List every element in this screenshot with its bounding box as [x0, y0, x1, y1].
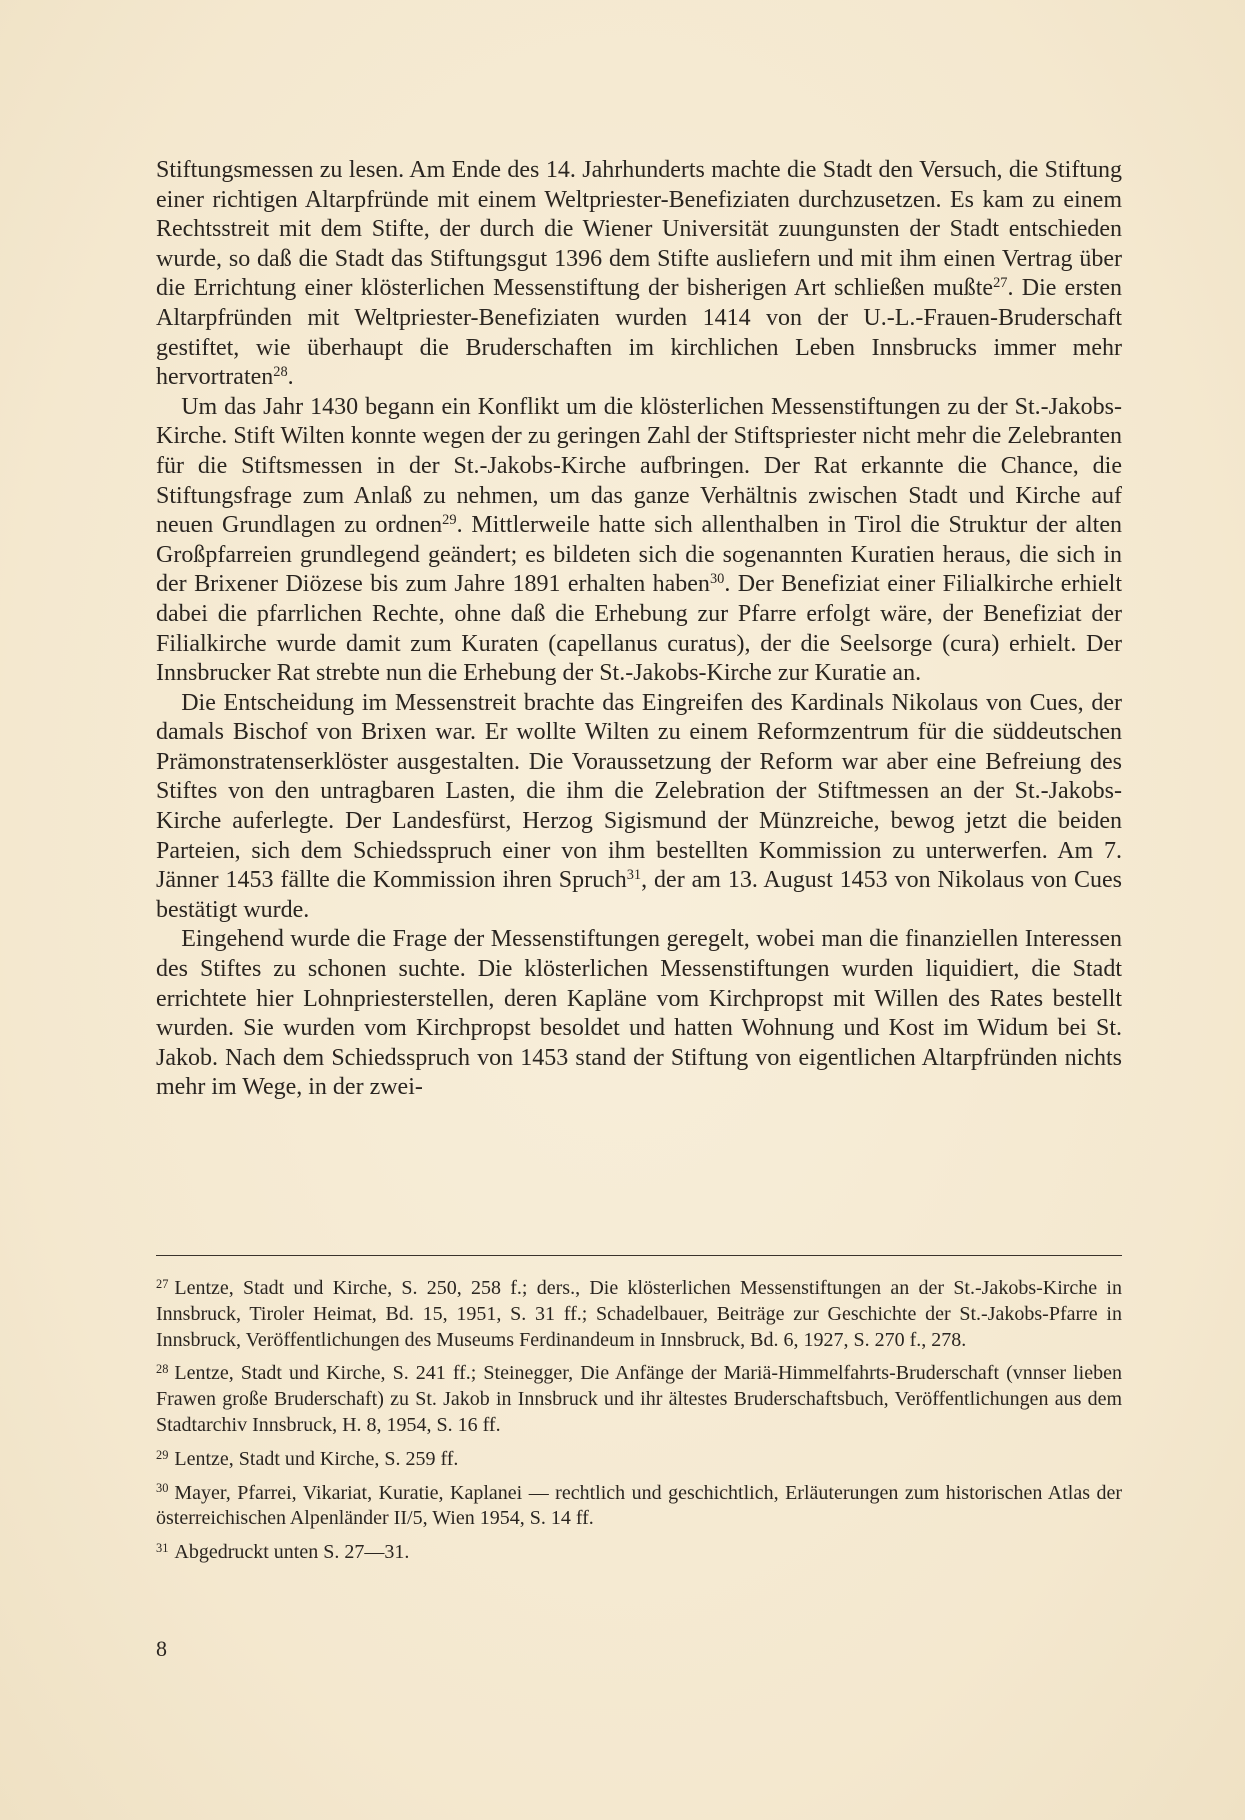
paragraph [156, 393, 1122, 689]
paragraph-text: . Mittlerweile hatte sich allenthalben in Tirol die Struktur der alten Großpfarreien grundlegend geändert; es bildeten sich die sogenannten Kuratien heraus, die sich in der Brixener Diözese bis zum Jahre 1891 erhalten haben [156, 512, 1122, 598]
footnote-number: 27 [156, 1276, 169, 1291]
footnote-text: Lentze, Stadt und Kirche, S. 259 ff. [174, 1447, 459, 1470]
footnote-separator [156, 1255, 1122, 1256]
paragraph-text: Die Entscheidung im Messenstreit brachte das Eingreifen des Kardinals Nikolaus von Cues, der damals Bischof von Brixen war. Er wollte Wilten zu einem Reformzentrum für die süddeutschen Prämonstratenserklöster ausgestalten. Die Voraussetzung der Reform war aber eine Befreiung des Stiftes von den untragbaren Lasten, die ihm die Zelebration der Stiftmessen an der St.-Jakobs-Kirche auferlegte. Der Landesfürst, Herzog Sigismund der Münzreiche, bewog jetzt die beiden Parteien, sich dem Schiedsspruch einer von ihm bestellten Kommission zu unterwerfen. Am 7. Jänner 1453 fällte die Kommission ihren Spruch [156, 689, 1122, 894]
footnote-reference: 27 [993, 275, 1008, 292]
paragraph [156, 925, 1122, 1103]
paragraph-text: Um das Jahr 1430 begann ein Konflikt um die klösterlichen Messenstiftungen zu der St.-Jakobs-Kirche. Stift Wilten konnte wegen der zu geringen Zahl der Stiftspriester nicht mehr die Zelebranten für die Stiftsmessen in der St.-Jakobs-Kirche aufbringen. Der Rat erkannte die Chance, die Stiftungsfrage zum Anlaß zu nehmen, um das ganze Verhältnis zwischen Stadt und Kirche auf neuen Grundlagen zu ordnen [156, 393, 1122, 539]
footnote [156, 1361, 1122, 1438]
footnote [156, 1540, 1122, 1566]
footnote [156, 1276, 1122, 1353]
page-number: 8 [156, 1636, 167, 1661]
footnote-number: 29 [156, 1447, 169, 1462]
footnote-number: 30 [156, 1481, 169, 1496]
paragraph-text: Stiftungsmessen zu lesen. Am Ende des 14. Jahrhunderts machte die Stadt den Versuch, die Stiftung einer richtigen Altarpfründe mit einem Weltpriester-Benefiziaten durchzusetzen. Es kam zu einem Rechtsstreit mit dem Stifte, der durch die Wiener Universität zuungunsten der Stadt entschieden wurde, so daß die Stadt das Stiftungsgut 1396 dem Stifte ausliefern und mit ihm einen Vertrag über die Errichtung einer klösterlichen Messenstiftung der bisherigen Art schließen mußte [156, 157, 1122, 302]
paragraph [156, 689, 1122, 926]
paragraph-text: , der am 13. August 1453 von Nikolaus von Cues bestätigt wurde. [156, 867, 1122, 923]
paragraph-text: Eingehend wurde die Frage der Messenstiftungen geregelt, wobei man die finanziellen Interessen des Stiftes zu schonen suchte. Die klösterlichen Messenstiftungen wurden liquidiert, die Stadt errichtete hier Lohnpriesterstellen, deren Kapläne vom Kirchpropst mit Willen des Rates bestellt wurden. Sie wurden vom Kirchpropst besoldet und hatten Wohnung und Kost im Widum bei St. Jakob. Nach dem Schiedsspruch von 1453 stand der Stiftung von eigentlichen Altarpfründen nichts mehr im Wege, in der zwei- [156, 926, 1122, 1101]
footnote-text: Abgedruckt unten S. 27—31. [174, 1541, 410, 1564]
footnote-text: Lentze, Stadt und Kirche, S. 250, 258 f.; ders., Die klösterlichen Messenstiftungen an der St.-Jakobs-Kirche in Innsbruck, Tiroler Heimat, Bd. 15, 1951, S. 31 ff.; Schadelbauer, Beiträge zur Geschichte der St.-Jakobs-Pfarre in Innsbruck, Veröffentlichungen des Museums Ferdinandeum in Innsbruck, Bd. 6, 1927, S. 270 f., 278. [156, 1277, 1122, 1351]
footnote-text: Mayer, Pfarrei, Vikariat, Kuratie, Kaplanei — rechtlich und geschichtlich, Erläuterungen zum historischen Atlas der österreichischen Alpenländer II/5, Wien 1954, S. 14 ff. [156, 1481, 1122, 1530]
footnote-reference: 30 [709, 571, 725, 588]
footnote-number: 31 [156, 1540, 169, 1555]
paragraph [156, 156, 1122, 393]
footnote [156, 1447, 1122, 1473]
paragraph-text: . Die ersten Altarpfründen mit Weltpriester-Benefiziaten wurden 1414 von der U.-L.-Frauen-Bruderschaft gestiftet, wie überhaupt die Bruderschaften im kirchlichen Leben Innsbrucks immer mehr hervortraten [156, 275, 1122, 391]
footnote-reference: 29 [442, 512, 457, 529]
footnote-reference: 28 [273, 364, 288, 381]
main-text [156, 156, 1122, 1103]
paragraph-text: . [287, 364, 294, 391]
footnote-text: Lentze, Stadt und Kirche, S. 241 ff.; Steinegger, Die Anfänge der Mariä-Himmelfahrts-Bruderschaft (vnnser lieben Frawen große Bruderschaft) zu St. Jakob in Innsbruck und ihr ältestes Bruderschaftsbuch, Veröffentlichungen aus dem Stadtarchiv Innsbruck, H. 8, 1954, S. 16 ff. [156, 1362, 1122, 1436]
footnote [156, 1481, 1122, 1533]
footnote-number: 28 [156, 1362, 169, 1377]
footnote-reference: 31 [626, 867, 642, 884]
paragraph-text: . Der Benefiziat einer Filialkirche erhielt dabei die pfarrlichen Rechte, ohne daß die Erhebung zur Pfarre erfolgt wäre, der Benefiziat der Filialkirche wurde damit zum Kuraten (capellanus curatus), der die Seelsorge (cura) erhielt. Der Innsbrucker Rat strebte nun die Erhebung der St.-Jakobs-Kirche zur Kuratie an. [156, 571, 1122, 687]
footnotes [156, 1276, 1122, 1574]
